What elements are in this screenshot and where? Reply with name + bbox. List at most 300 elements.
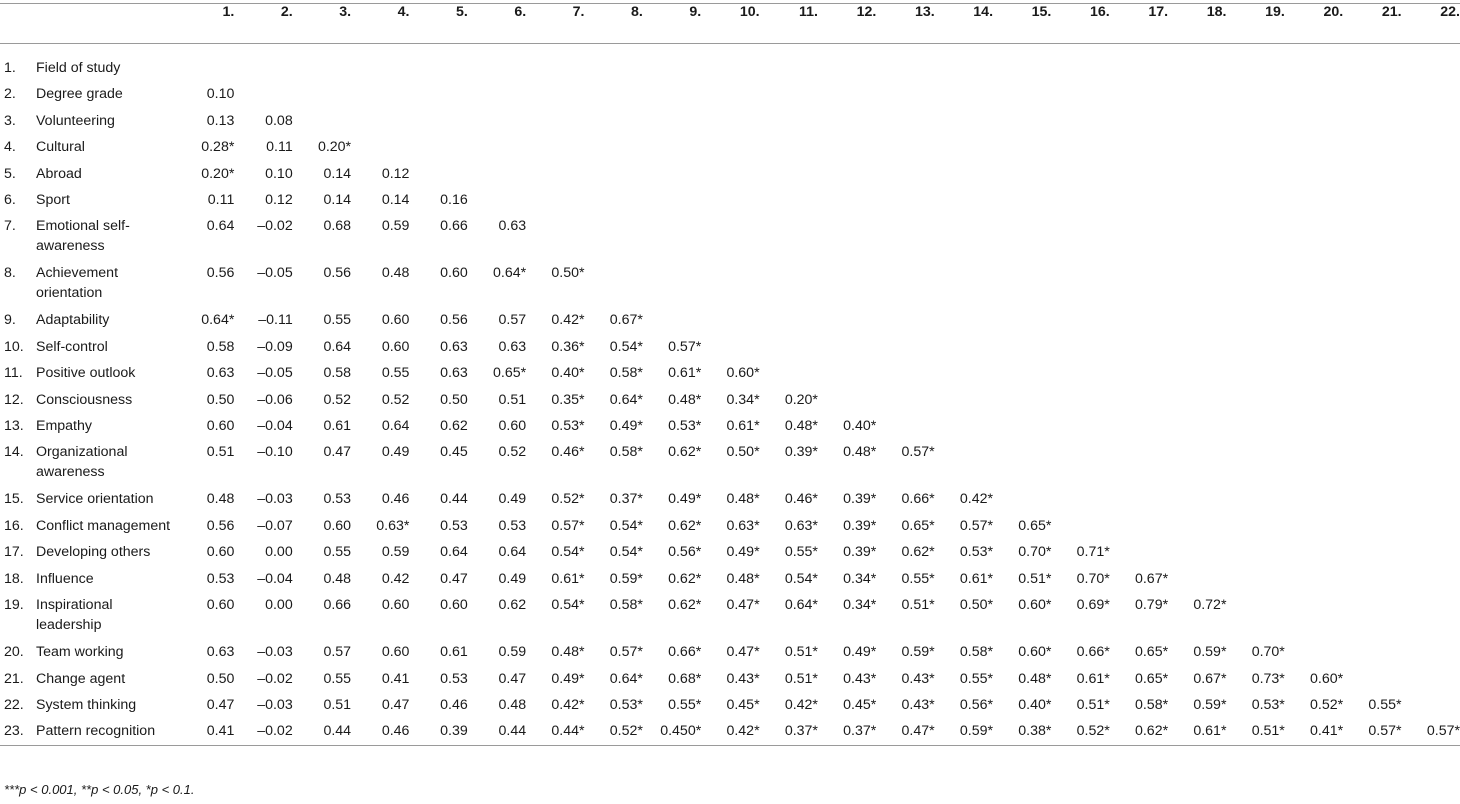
correlation-cell — [409, 134, 467, 160]
correlation-cell — [409, 81, 467, 107]
row-label: Developing others — [36, 544, 151, 561]
correlation-cell: 0.47 — [323, 444, 352, 461]
correlation-cell — [1226, 108, 1284, 134]
correlation-cell: 0.62* — [668, 570, 702, 587]
correlation-cell — [1226, 260, 1284, 307]
correlation-cell: 0.47 — [206, 696, 235, 713]
correlation-cell — [1402, 666, 1460, 692]
correlation-cell — [1285, 334, 1343, 360]
correlation-cell: 0.63* — [376, 517, 410, 534]
correlation-cell: 0.64 — [498, 544, 527, 561]
correlation-cell: 0.46 — [351, 718, 409, 745]
correlation-cell: 0.68* — [668, 670, 702, 687]
correlation-cell: –0.05 — [257, 365, 293, 382]
correlation-cell — [701, 81, 759, 107]
correlation-cell — [643, 161, 701, 187]
correlation-cell — [1168, 360, 1226, 386]
correlation-cell: 0.48* — [843, 444, 877, 461]
correlation-cell: 0.11 — [207, 192, 235, 209]
row-label-cell — [0, 213, 176, 260]
correlation-cell — [526, 55, 584, 81]
correlation-cell: 0.55 — [323, 670, 352, 687]
correlation-cell: 0.42 — [381, 570, 410, 587]
correlation-cell — [1168, 81, 1226, 107]
correlation-cell — [993, 360, 1051, 386]
correlation-cell — [468, 81, 526, 107]
correlation-cell: 0.44 — [468, 718, 526, 745]
column-header: 7. — [526, 4, 584, 44]
correlation-cell: 0.67* — [1134, 570, 1169, 587]
row-number: 16. — [4, 517, 24, 534]
correlation-cell — [1343, 639, 1401, 665]
correlation-cell — [876, 134, 934, 160]
correlation-cell: 0.13 — [206, 112, 235, 129]
correlation-cell — [1402, 486, 1460, 512]
row-label: Consciousness — [36, 391, 133, 408]
correlation-cell — [1402, 307, 1460, 333]
correlation-cell — [351, 81, 409, 107]
correlation-cell: 0.48* — [726, 570, 760, 587]
correlation-cell: 0.43* — [726, 670, 760, 687]
correlation-cell: 0.60 — [381, 312, 410, 329]
correlation-cell: 0.58* — [959, 644, 994, 661]
row-number: 11. — [4, 365, 23, 382]
correlation-cell — [701, 55, 759, 81]
row-label: Service orientation — [36, 491, 154, 508]
correlation-cell — [234, 55, 292, 81]
correlation-cell — [701, 334, 759, 360]
correlation-cell — [1226, 81, 1284, 107]
correlation-cell: 0.60 — [440, 597, 468, 614]
correlation-cell: 0.16 — [440, 192, 468, 209]
correlation-cell: 0.35* — [551, 391, 585, 408]
correlation-cell: 0.48* — [726, 491, 760, 508]
correlation-cell — [818, 334, 876, 360]
column-header: 13. — [876, 4, 934, 44]
row-label: Empathy — [36, 418, 92, 435]
correlation-cell — [993, 307, 1051, 333]
correlation-cell — [1168, 307, 1226, 333]
row-number: 4. — [4, 139, 16, 156]
correlation-cell: 0.58* — [609, 444, 643, 461]
correlation-cell: 0.28* — [201, 139, 235, 156]
row-number: 20. — [4, 644, 24, 661]
correlation-cell: –0.04 — [257, 418, 293, 435]
correlation-cell — [1110, 81, 1168, 107]
correlation-cell: 0.50 — [440, 391, 468, 408]
correlation-cell: 0.57* — [1343, 718, 1401, 745]
correlation-cell: 0.63 — [498, 338, 527, 355]
row-number: 2. — [4, 86, 16, 103]
correlation-cell — [1285, 486, 1343, 512]
correlation-cell — [1343, 360, 1401, 386]
row-label: Degree grade — [36, 86, 123, 103]
correlation-cell: 0.51* — [1226, 718, 1284, 745]
correlation-cell: –0.03 — [257, 644, 293, 661]
correlation-cell: 0.60 — [440, 265, 468, 282]
correlation-cell: 0.60* — [726, 365, 760, 382]
correlation-cell — [643, 134, 701, 160]
correlation-cell — [1402, 334, 1460, 360]
column-header: 16. — [1051, 4, 1109, 44]
correlation-cell: 0.57 — [498, 312, 527, 329]
correlation-cell: 0.66 — [440, 218, 468, 235]
correlation-cell — [760, 213, 818, 260]
correlation-cell: 0.72* — [1193, 597, 1227, 614]
correlation-cell — [1051, 307, 1109, 333]
correlation-cell: 0.37* — [609, 491, 643, 508]
correlation-cell — [1168, 439, 1226, 486]
correlation-cell — [1285, 566, 1343, 592]
correlation-cell — [1110, 334, 1168, 360]
correlation-cell — [818, 134, 876, 160]
column-header: 10. — [701, 4, 759, 44]
correlation-cell: 0.56 — [206, 265, 235, 282]
correlation-cell — [1051, 213, 1109, 260]
correlation-cell: 0.56 — [206, 517, 235, 534]
correlation-cell — [818, 81, 876, 107]
correlation-cell — [701, 307, 759, 333]
correlation-cell — [1343, 413, 1401, 439]
correlation-cell — [876, 360, 934, 386]
correlation-cell — [643, 187, 701, 213]
correlation-cell: 0.61* — [1168, 718, 1226, 745]
correlation-cell — [643, 260, 701, 307]
correlation-cell: 0.60 — [381, 597, 410, 614]
correlation-cell: 0.48 — [323, 570, 352, 587]
correlation-cell: –0.03 — [257, 491, 293, 508]
table-row — [0, 666, 1460, 692]
correlation-cell: 0.66* — [901, 491, 935, 508]
correlation-cell: 0.11 — [266, 139, 293, 156]
correlation-cell: 0.51 — [206, 444, 235, 461]
correlation-cell: 0.65* — [1134, 644, 1169, 661]
row-label: Adaptability — [36, 312, 110, 329]
correlation-cell — [1343, 108, 1401, 134]
correlation-cell: 0.60 — [381, 338, 410, 355]
correlation-cell: 0.60* — [1310, 670, 1344, 687]
correlation-cell: 0.00 — [265, 544, 293, 561]
row-label-cell — [0, 387, 176, 413]
correlation-cell: 0.64 — [440, 544, 468, 561]
row-number: 12. — [4, 391, 24, 408]
correlation-cell — [876, 213, 934, 260]
correlation-cell: 0.57* — [901, 444, 935, 461]
correlation-cell: 0.41* — [1285, 718, 1343, 745]
correlation-cell: 0.53* — [959, 544, 994, 561]
correlation-cell — [935, 213, 993, 260]
correlation-cell: 0.53* — [609, 696, 643, 713]
row-label-cell — [0, 639, 176, 665]
correlation-cell: 0.42* — [551, 312, 585, 329]
correlation-cell: 0.36* — [551, 338, 585, 355]
correlation-cell: 0.64 — [381, 418, 410, 435]
row-number: 22. — [4, 696, 24, 713]
correlation-cell — [1110, 307, 1168, 333]
correlation-cell: 0.58 — [206, 338, 235, 355]
correlation-cell: 0.54* — [784, 570, 818, 587]
correlation-cell: 0.67* — [609, 312, 643, 329]
correlation-cell: 0.34* — [843, 570, 877, 587]
correlation-cell — [935, 134, 993, 160]
correlation-cell: 0.54* — [609, 544, 643, 561]
row-label-cell — [0, 718, 176, 745]
correlation-cell: 0.51* — [1018, 570, 1052, 587]
correlation-cell — [1343, 307, 1401, 333]
correlation-cell — [293, 108, 351, 134]
correlation-cell — [993, 387, 1051, 413]
correlation-table — [0, 3, 1460, 746]
row-label: Emotional self-awareness — [36, 218, 130, 255]
row-number: 15. — [4, 491, 24, 508]
correlation-cell — [351, 55, 409, 81]
correlation-cell — [1402, 566, 1460, 592]
correlation-cell — [1343, 213, 1401, 260]
correlation-cell — [1285, 187, 1343, 213]
table-row — [0, 360, 1460, 386]
correlation-cell: 0.59* — [935, 718, 993, 745]
correlation-cell: 0.48* — [551, 644, 585, 661]
correlation-cell: 0.65* — [1134, 670, 1169, 687]
row-label-cell — [0, 161, 176, 187]
correlation-cell: 0.57* — [551, 517, 585, 534]
correlation-cell — [1285, 513, 1343, 539]
correlation-cell — [760, 307, 818, 333]
correlation-cell: 0.64 — [323, 338, 352, 355]
correlation-cell: 0.58 — [323, 365, 352, 382]
correlation-cell — [468, 55, 526, 81]
correlation-cell: –0.06 — [257, 391, 293, 408]
correlation-cell: 0.55* — [959, 670, 994, 687]
table-row — [0, 108, 1460, 134]
correlation-cell — [1110, 413, 1168, 439]
correlation-cell: –0.11 — [258, 312, 293, 329]
correlation-cell — [1168, 161, 1226, 187]
correlation-cell — [526, 187, 584, 213]
correlation-cell — [1168, 108, 1226, 134]
correlation-cell — [1402, 55, 1460, 81]
correlation-cell: 0.60 — [206, 418, 235, 435]
correlation-cell — [818, 108, 876, 134]
correlation-cell — [293, 81, 351, 107]
correlation-cell — [1051, 486, 1109, 512]
correlation-cell — [1226, 134, 1284, 160]
correlation-cell: 0.59 — [498, 644, 527, 661]
correlation-cell — [818, 260, 876, 307]
correlation-cell: –0.09 — [257, 338, 293, 355]
correlation-cell — [1402, 161, 1460, 187]
correlation-cell — [1168, 187, 1226, 213]
correlation-cell: 0.54* — [551, 544, 585, 561]
correlation-cell: 0.64* — [609, 670, 643, 687]
correlation-cell — [1402, 108, 1460, 134]
correlation-cell: 0.53 — [323, 491, 352, 508]
table-row — [0, 213, 1460, 260]
correlation-cell — [818, 307, 876, 333]
correlation-cell: 0.63 — [440, 365, 468, 382]
row-label-cell — [0, 334, 176, 360]
correlation-cell — [1285, 161, 1343, 187]
correlation-cell: 0.34* — [843, 597, 877, 614]
correlation-cell — [526, 81, 584, 107]
correlation-cell — [1343, 513, 1401, 539]
correlation-cell: 0.64* — [201, 312, 235, 329]
correlation-cell — [176, 55, 234, 81]
correlation-cell: 0.46 — [381, 491, 410, 508]
correlation-cell: 0.47 — [440, 570, 468, 587]
column-header: 20. — [1285, 4, 1343, 44]
row-label: Volunteering — [36, 112, 115, 129]
correlation-cell — [1226, 539, 1284, 565]
correlation-cell — [1110, 213, 1168, 260]
column-header: 14. — [935, 4, 993, 44]
correlation-cell: 0.48* — [1018, 670, 1052, 687]
correlation-cell: 0.59* — [901, 644, 935, 661]
correlation-cell — [1051, 360, 1109, 386]
table-body — [0, 44, 1460, 746]
correlation-cell: 0.65* — [1018, 517, 1052, 534]
correlation-cell — [1285, 108, 1343, 134]
correlation-cell: 0.20* — [201, 165, 235, 182]
row-label-cell — [0, 55, 176, 81]
table-footnote: ***p < 0.001, **p < 0.05, *p < 0.1. — [4, 782, 195, 797]
correlation-cell — [1051, 187, 1109, 213]
correlation-cell — [818, 187, 876, 213]
correlation-cell — [1343, 666, 1401, 692]
column-header: 5. — [409, 4, 467, 44]
correlation-cell — [643, 81, 701, 107]
row-number: 9. — [4, 312, 16, 329]
correlation-cell — [1285, 592, 1343, 639]
correlation-cell: –0.05 — [257, 265, 293, 282]
correlation-cell — [935, 439, 993, 486]
correlation-cell: 0.64 — [206, 218, 235, 235]
correlation-cell: 0.51 — [323, 696, 352, 713]
correlation-cell: 0.63 — [440, 338, 468, 355]
correlation-cell: 0.34* — [726, 391, 760, 408]
correlation-cell — [701, 213, 759, 260]
correlation-cell: 0.56 — [323, 265, 352, 282]
correlation-cell: 0.47 — [381, 696, 410, 713]
row-label-cell — [0, 187, 176, 213]
row-label-cell — [0, 134, 176, 160]
correlation-cell: 0.42* — [701, 718, 759, 745]
correlation-cell — [818, 360, 876, 386]
correlation-cell: 0.60 — [498, 418, 527, 435]
correlation-cell: 0.43* — [901, 670, 935, 687]
correlation-cell: 0.66* — [1076, 644, 1110, 661]
row-label-cell — [0, 307, 176, 333]
correlation-cell — [1285, 639, 1343, 665]
correlation-cell — [1051, 413, 1109, 439]
table-row — [0, 187, 1460, 213]
correlation-cell: 0.62 — [498, 597, 527, 614]
correlation-cell: 0.58* — [1134, 696, 1169, 713]
row-number: 17. — [4, 544, 24, 561]
correlation-cell — [701, 187, 759, 213]
correlation-cell — [1226, 592, 1284, 639]
row-number: 3. — [4, 112, 16, 129]
correlation-cell: –0.03 — [257, 696, 293, 713]
correlation-cell: 0.50* — [551, 265, 585, 282]
correlation-cell: 0.47 — [498, 670, 527, 687]
correlation-cell: 0.59 — [381, 544, 410, 561]
correlation-cell — [993, 81, 1051, 107]
correlation-cell — [935, 55, 993, 81]
correlation-cell: 0.61 — [440, 644, 468, 661]
correlation-cell: 0.61* — [726, 418, 760, 435]
correlation-cell: 0.70* — [1076, 570, 1110, 587]
correlation-cell — [585, 187, 643, 213]
correlation-cell: 0.53 — [440, 517, 468, 534]
correlation-cell — [1343, 81, 1401, 107]
column-header: 11. — [760, 4, 818, 44]
correlation-cell — [818, 213, 876, 260]
correlation-cell: 0.50* — [726, 444, 760, 461]
correlation-cell: 0.08 — [265, 112, 293, 129]
table-row — [0, 307, 1460, 333]
column-header: 3. — [293, 4, 351, 44]
correlation-cell: 0.55* — [901, 570, 935, 587]
row-label: Abroad — [36, 165, 82, 182]
table-row — [0, 592, 1460, 639]
correlation-cell — [1343, 55, 1401, 81]
correlation-cell — [1402, 81, 1460, 107]
correlation-cell — [1051, 513, 1109, 539]
correlation-cell: –0.07 — [257, 517, 293, 534]
correlation-cell: 0.57* — [1402, 718, 1460, 745]
correlation-cell: 0.00 — [265, 597, 293, 614]
correlation-cell — [1402, 513, 1460, 539]
column-header: 9. — [643, 4, 701, 44]
correlation-cell: 0.50 — [206, 391, 235, 408]
correlation-cell: 0.47* — [726, 644, 760, 661]
correlation-cell: 0.40* — [1018, 696, 1052, 713]
column-header: 8. — [585, 4, 643, 44]
table-row — [0, 81, 1460, 107]
correlation-cell: 0.48 — [498, 696, 527, 713]
correlation-cell: 0.39* — [843, 491, 877, 508]
row-number: 21. — [4, 670, 24, 687]
correlation-cell — [526, 213, 584, 260]
correlation-cell — [1226, 187, 1284, 213]
correlation-cell: 0.20* — [317, 139, 352, 156]
correlation-cell: 0.54* — [551, 597, 585, 614]
correlation-cell — [1343, 334, 1401, 360]
correlation-cell: 0.53 — [440, 670, 468, 687]
correlation-cell — [993, 108, 1051, 134]
correlation-cell — [468, 161, 526, 187]
correlation-cell — [1051, 161, 1109, 187]
correlation-cell: 0.38* — [993, 718, 1051, 745]
correlation-cell: 0.54* — [609, 338, 643, 355]
correlation-cell: 0.46* — [551, 444, 585, 461]
correlation-cell: 0.61 — [323, 418, 352, 435]
correlation-cell: 0.60* — [1018, 597, 1052, 614]
correlation-cell — [585, 134, 643, 160]
correlation-cell — [701, 134, 759, 160]
correlation-cell: –0.02 — [234, 718, 292, 745]
correlation-cell — [993, 161, 1051, 187]
row-label-cell — [0, 81, 176, 107]
correlation-cell — [1051, 260, 1109, 307]
correlation-cell — [935, 161, 993, 187]
correlation-cell — [701, 260, 759, 307]
correlation-cell — [993, 260, 1051, 307]
correlation-cell — [1051, 334, 1109, 360]
table-row — [0, 413, 1460, 439]
correlation-cell — [643, 213, 701, 260]
